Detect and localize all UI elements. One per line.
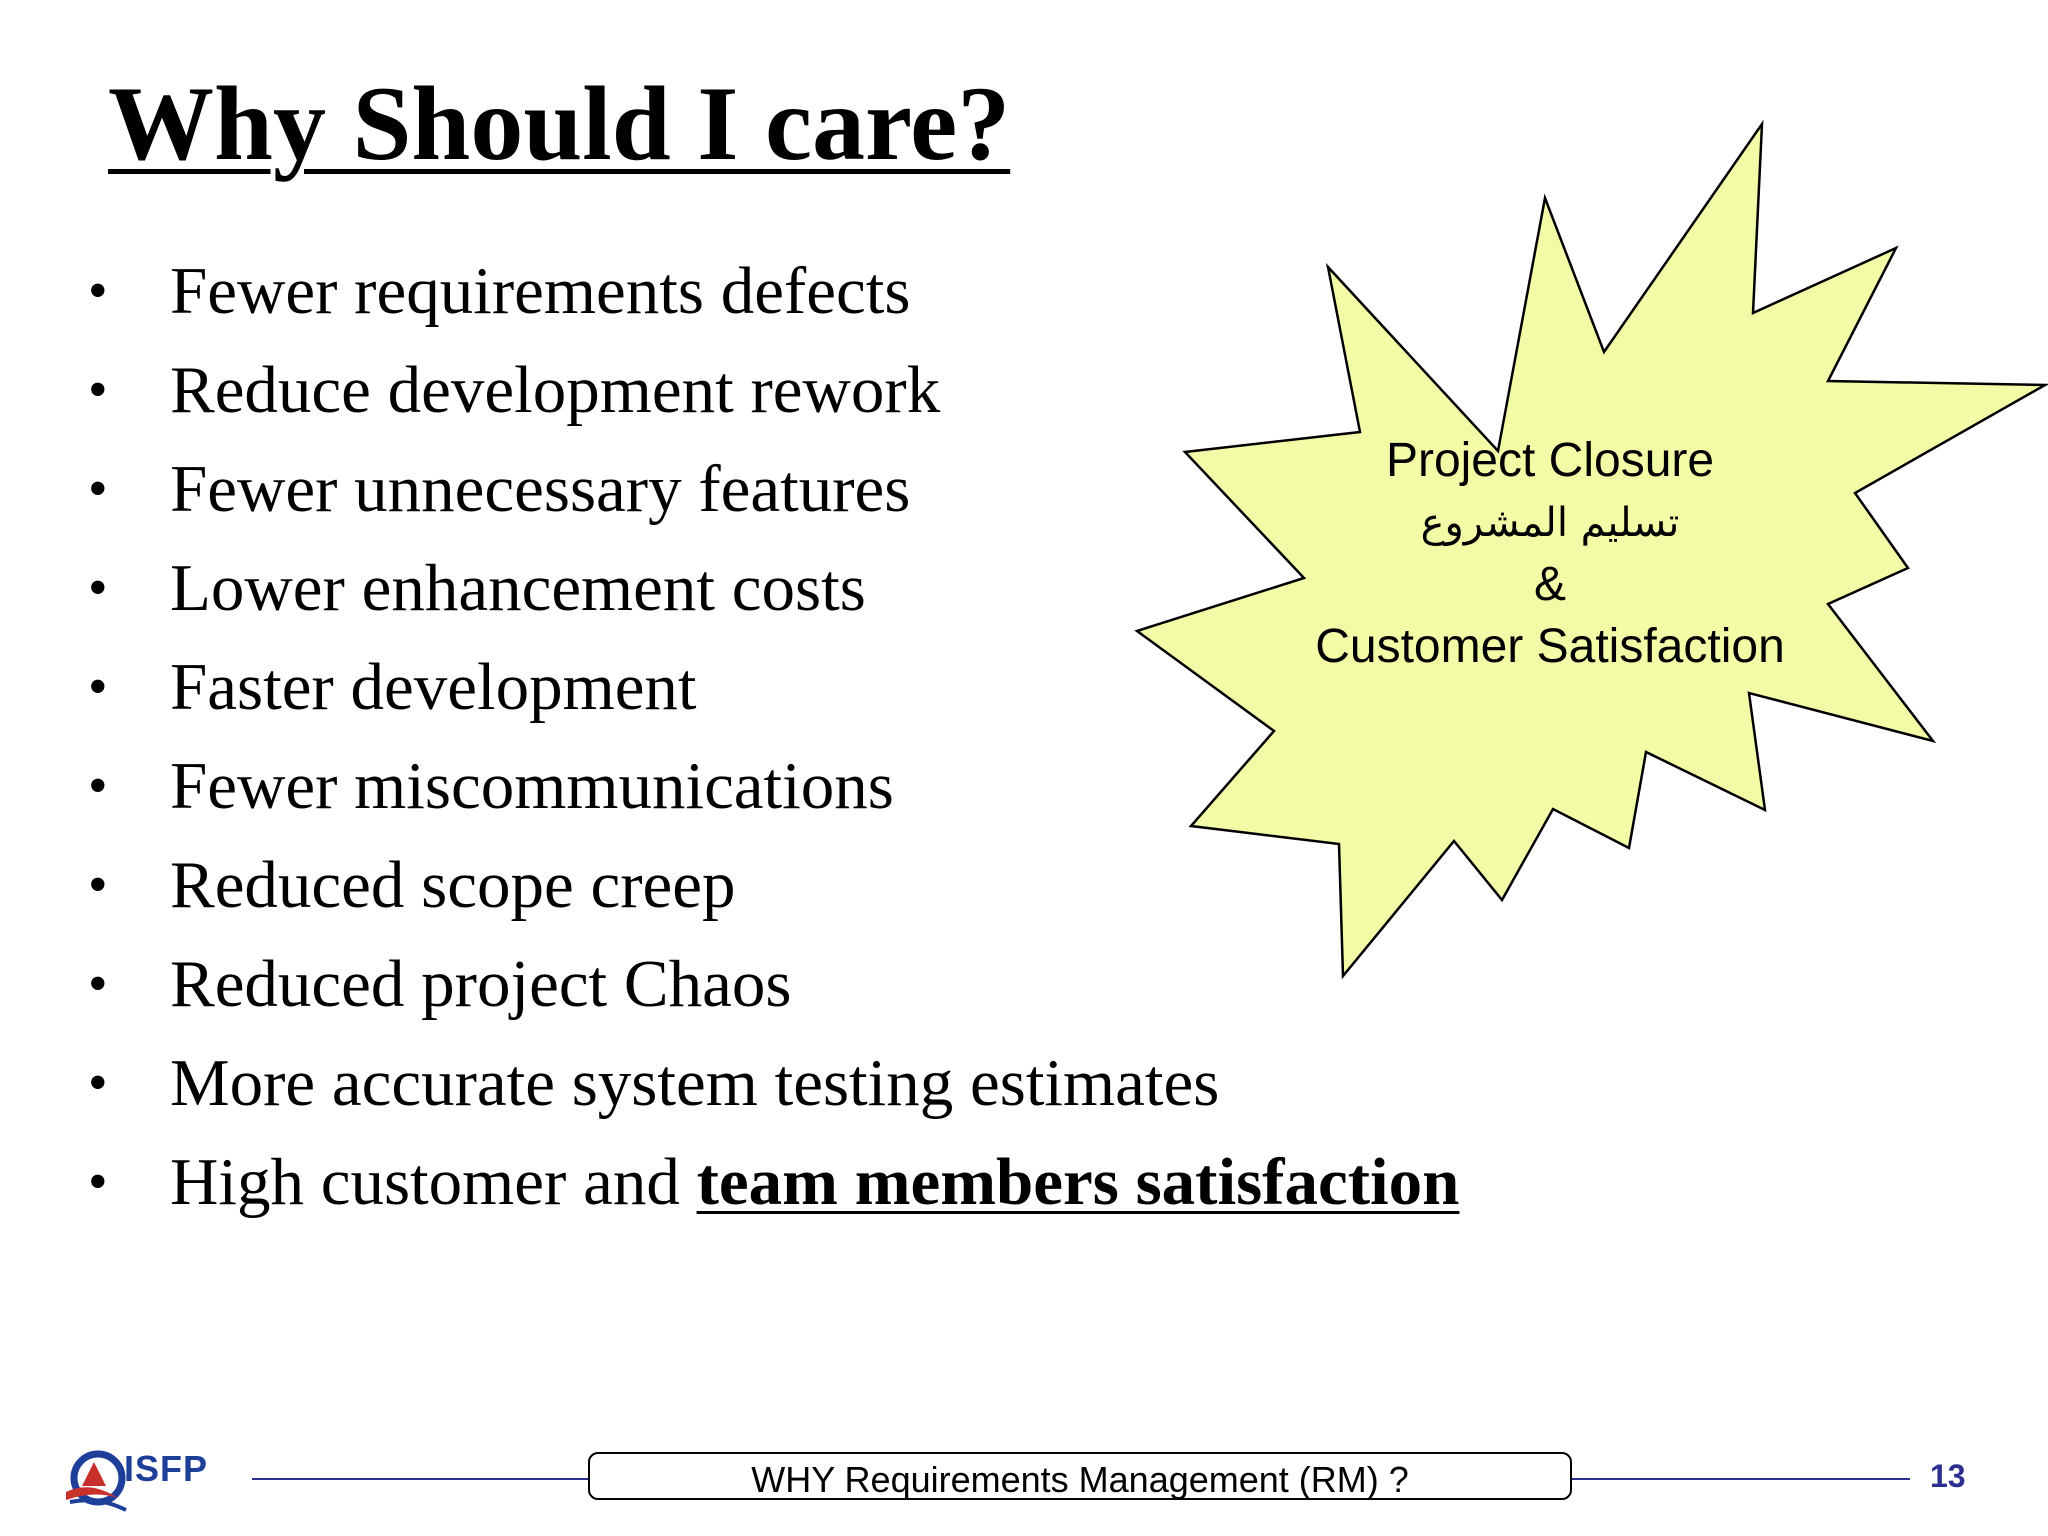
bullet-text: Reduce development rework <box>170 353 941 427</box>
bullet-dot-icon: • <box>88 656 108 718</box>
bullet-text: Fewer miscommunications <box>170 749 894 823</box>
callout-text <box>1250 430 1850 678</box>
isfp-logo-icon <box>60 1440 130 1520</box>
page-number: 13 <box>1930 1458 1966 1494</box>
bullet-dot-icon: • <box>88 458 108 520</box>
callout-line-project-closure: Project Closure <box>1385 434 1715 487</box>
callout-line-arabic: تسليم المشروع <box>1420 500 1680 546</box>
bullet-dot-icon: • <box>88 1151 108 1213</box>
callout-line-ampersand: & <box>1533 558 1566 611</box>
bullet-text: Reduced project Chaos <box>170 947 792 1021</box>
bullet-text: Fewer unnecessary features <box>170 452 911 526</box>
bullet-dot-icon: • <box>88 755 108 817</box>
bullet-text: More accurate system testing estimates <box>170 1046 1220 1120</box>
bullet-dot-icon: • <box>88 953 108 1015</box>
bullet-dot-icon: • <box>88 854 108 916</box>
footer-rule-right <box>1570 1478 1910 1480</box>
bullet-text: Reduced scope creep <box>170 848 736 922</box>
bullet-dot-icon: • <box>88 557 108 619</box>
footer-rule-left <box>252 1478 590 1480</box>
logo-text: ISFP <box>124 1448 209 1489</box>
bullet-emphasis: team members satisfaction <box>696 1145 1460 1219</box>
bullet-text: Fewer requirements defects <box>170 254 911 328</box>
callout-line-customer-satisfaction: Customer Satisfaction <box>1315 620 1785 673</box>
bullet-dot-icon: • <box>88 359 108 421</box>
slide-title: Why Should I care? <box>108 65 1011 182</box>
bullet-text: High customer and <box>170 1145 697 1219</box>
bullet-text: Lower enhancement costs <box>170 551 866 625</box>
bullet-dot-icon: • <box>88 260 108 322</box>
isfp-logo <box>60 1440 240 1520</box>
footer-caption: WHY Requirements Management (RM) ? <box>751 1459 1409 1500</box>
bullet-dot-icon: • <box>88 1052 108 1114</box>
bullet-text: Faster development <box>170 650 697 724</box>
footer-caption-box <box>588 1452 1572 1500</box>
